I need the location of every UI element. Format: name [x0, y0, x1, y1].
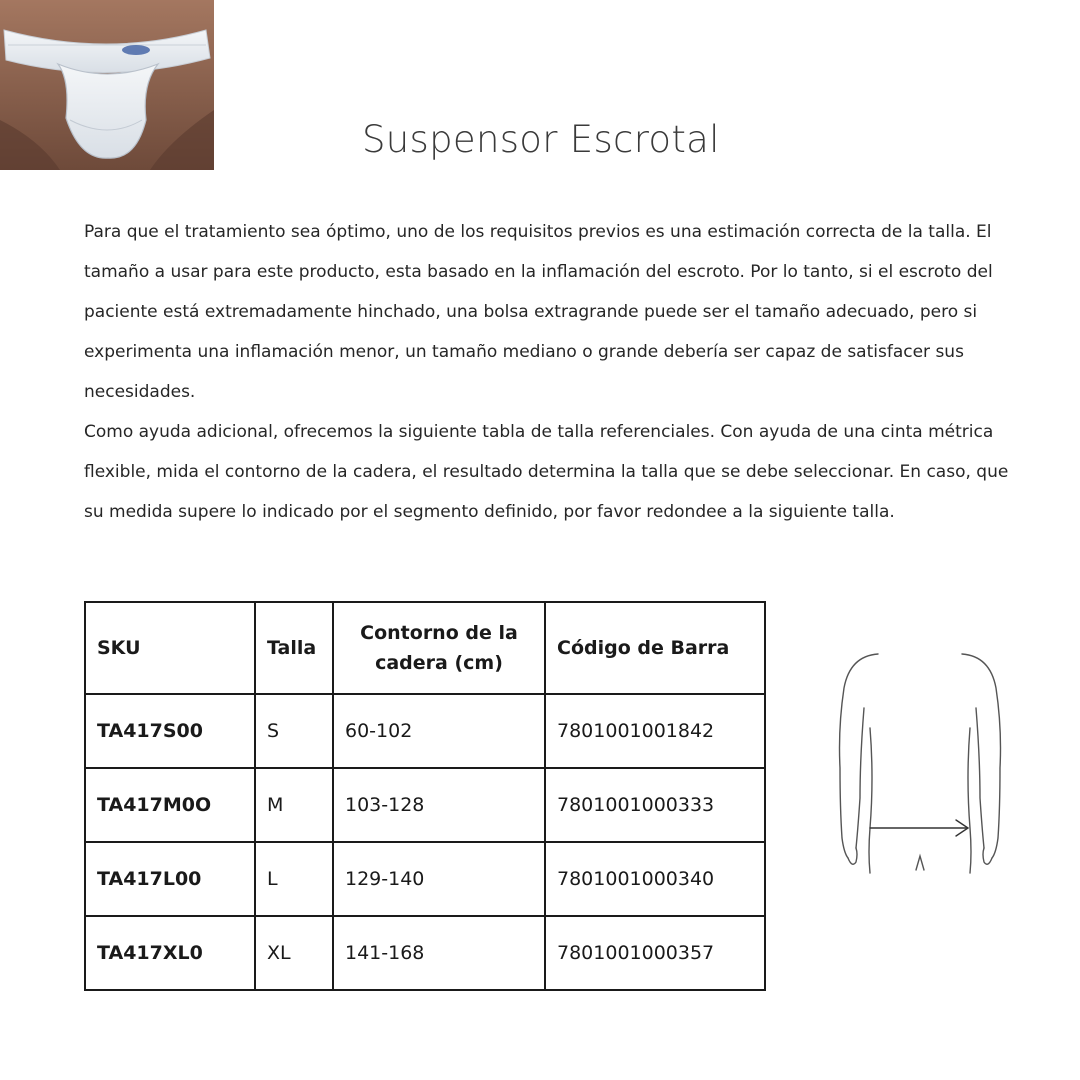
cell-codigo: 7801001000333	[545, 768, 765, 842]
header-talla: Talla	[255, 602, 333, 694]
cell-talla: L	[255, 842, 333, 916]
cell-contorno: 60-102	[333, 694, 545, 768]
cell-talla: XL	[255, 916, 333, 990]
table-row	[85, 768, 765, 842]
table-row	[85, 842, 765, 916]
description-paragraph-2: Como ayuda adicional, ofrecemos la siguiente tabla de talla referenciales. Con ayuda de una cinta métrica flexible, mida el contorno de la cadera, el resultado determina la talla que se debe seleccionar. En caso, que su medida supere lo indicado por el segmento definido, por favor redondee a la siguiente talla.	[84, 422, 1009, 522]
page-title: Suspensor Escrotal	[362, 118, 720, 161]
cell-sku: TA417S00	[85, 694, 255, 768]
cell-contorno: 141-168	[333, 916, 545, 990]
body-outline-icon	[830, 648, 1010, 878]
cell-talla: M	[255, 768, 333, 842]
cell-talla: S	[255, 694, 333, 768]
cell-sku: TA417XL0	[85, 916, 255, 990]
cell-contorno: 103-128	[333, 768, 545, 842]
hip-measurement-figure	[830, 648, 1010, 878]
product-photo-illustration	[0, 0, 214, 170]
header-codigo: Código de Barra	[545, 602, 765, 694]
table-row	[85, 916, 765, 990]
cell-codigo: 7801001000340	[545, 842, 765, 916]
header-sku: SKU	[85, 602, 255, 694]
size-table	[84, 601, 766, 991]
cell-codigo: 7801001001842	[545, 694, 765, 768]
description-paragraph-1: Para que el tratamiento sea óptimo, uno de los requisitos previos es una estimación correcta de la talla. El tamaño a usar para este producto, esta basado en la inflamación del escroto. Por lo tanto, si el escroto del paciente está extremadamente hinchado, una bolsa extragrande puede ser el tamaño adecuado, pero si experimenta una inflamación menor, un tamaño mediano o grande debería ser capaz de satisfacer sus necesidades.	[84, 222, 993, 402]
description-text	[84, 212, 1024, 532]
table-header-row	[85, 602, 765, 694]
cell-codigo: 7801001000357	[545, 916, 765, 990]
cell-sku: TA417L00	[85, 842, 255, 916]
product-photo	[0, 0, 214, 170]
cell-sku: TA417M0O	[85, 768, 255, 842]
table-row	[85, 694, 765, 768]
header-contorno: Contorno de la cadera (cm)	[333, 602, 545, 694]
cell-contorno: 129-140	[333, 842, 545, 916]
